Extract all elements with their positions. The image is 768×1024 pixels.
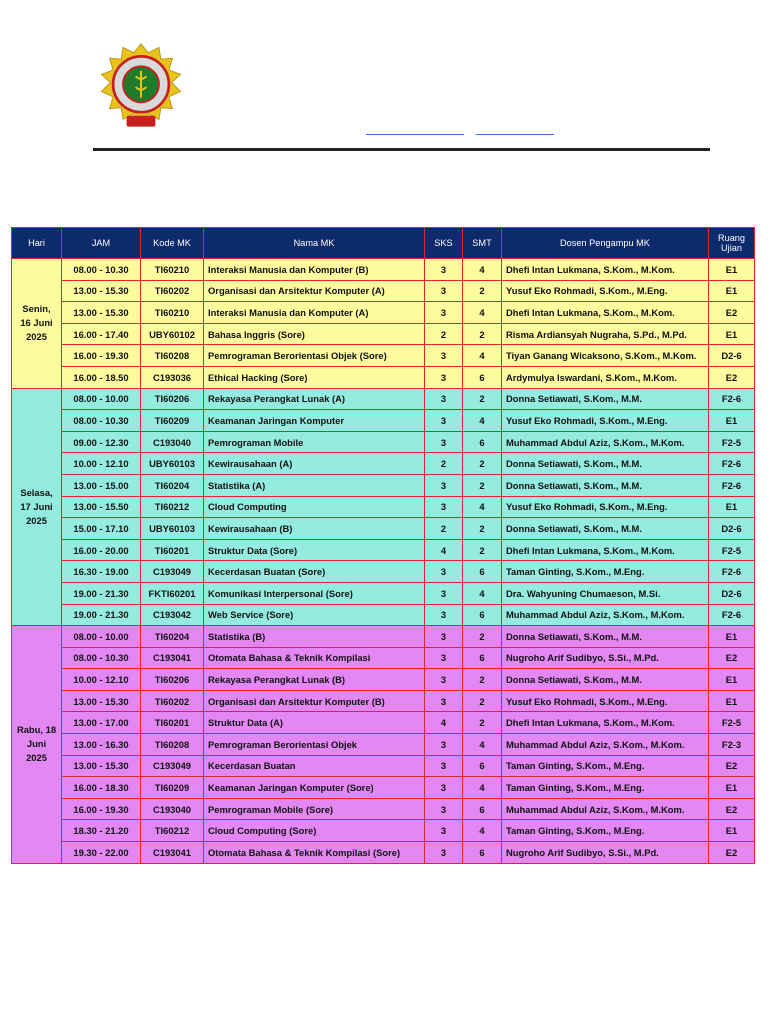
- cell-jam: 13.00 - 16.30: [62, 734, 141, 756]
- cell-sks: 3: [425, 669, 463, 691]
- table-row: [12, 259, 755, 281]
- cell-kode-mk: TI60204: [141, 474, 204, 496]
- cell-nama-mk: Komunikasi Interpersonal (Sore): [204, 582, 425, 604]
- cell-smt: 2: [463, 669, 502, 691]
- table-row: [12, 561, 755, 583]
- table-header-row: [12, 228, 755, 259]
- cell-kode-mk: C193041: [141, 647, 204, 669]
- table-row: [12, 280, 755, 302]
- university-logo: [96, 42, 186, 132]
- cell-kode-mk: TI60209: [141, 410, 204, 432]
- cell-smt: 4: [463, 582, 502, 604]
- cell-kode-mk: TI60210: [141, 302, 204, 324]
- cell-hari: Senin, 16 Juni 2025: [12, 259, 62, 389]
- cell-dosen: Dra. Wahyuning Chumaeson, M.Si.: [502, 582, 709, 604]
- cell-ruang: E2: [709, 366, 755, 388]
- table-row: [12, 474, 755, 496]
- cell-nama-mk: Kecerdasan Buatan: [204, 755, 425, 777]
- table-row: [12, 734, 755, 756]
- table-row: [12, 582, 755, 604]
- cell-kode-mk: C193042: [141, 604, 204, 626]
- cell-jam: 16.00 - 19.30: [62, 345, 141, 367]
- cell-sks: 3: [425, 561, 463, 583]
- table-row: [12, 496, 755, 518]
- cell-nama-mk: Statistika (B): [204, 626, 425, 648]
- cell-smt: 6: [463, 755, 502, 777]
- cell-nama-mk: Pemrograman Mobile: [204, 431, 425, 453]
- cell-nama-mk: Interaksi Manusia dan Komputer (A): [204, 302, 425, 324]
- cell-smt: 6: [463, 647, 502, 669]
- cell-nama-mk: Rekayasa Perangkat Lunak (B): [204, 669, 425, 691]
- cell-dosen: Yusuf Eko Rohmadi, S.Kom., M.Eng.: [502, 280, 709, 302]
- cell-dosen: Taman Ginting, S.Kom., M.Eng.: [502, 777, 709, 799]
- table-row: [12, 777, 755, 799]
- cell-dosen: Tiyan Ganang Wicaksono, S.Kom., M.Kom.: [502, 345, 709, 367]
- cell-sks: 3: [425, 582, 463, 604]
- cell-sks: 3: [425, 259, 463, 281]
- cell-smt: 2: [463, 712, 502, 734]
- cell-ruang: F2-5: [709, 712, 755, 734]
- cell-jam: 19.30 - 22.00: [62, 842, 141, 864]
- cell-dosen: Yusuf Eko Rohmadi, S.Kom., M.Eng.: [502, 690, 709, 712]
- cell-jam: 09.00 - 12.30: [62, 431, 141, 453]
- cell-nama-mk: Web Service (Sore): [204, 604, 425, 626]
- cell-kode-mk: TI60202: [141, 280, 204, 302]
- cell-smt: 2: [463, 388, 502, 410]
- cell-dosen: Nugroho Arif Sudibyo, S.Si., M.Pd.: [502, 842, 709, 864]
- cell-jam: 08.00 - 10.00: [62, 626, 141, 648]
- cell-ruang: F2-5: [709, 431, 755, 453]
- cell-jam: 16.30 - 19.00: [62, 561, 141, 583]
- cell-kode-mk: TI60210: [141, 259, 204, 281]
- cell-smt: 4: [463, 820, 502, 842]
- cell-sks: 3: [425, 431, 463, 453]
- cell-sks: 3: [425, 777, 463, 799]
- cell-sks: 3: [425, 626, 463, 648]
- cell-dosen: Dhefi Intan Lukmana, S.Kom., M.Kom.: [502, 539, 709, 561]
- cell-ruang: E2: [709, 302, 755, 324]
- table-row: [12, 820, 755, 842]
- cell-ruang: E1: [709, 777, 755, 799]
- cell-smt: 4: [463, 345, 502, 367]
- cell-kode-mk: TI60208: [141, 734, 204, 756]
- cell-kode-mk: TI60202: [141, 690, 204, 712]
- cell-ruang: E1: [709, 626, 755, 648]
- cell-sks: 3: [425, 388, 463, 410]
- cell-ruang: E2: [709, 798, 755, 820]
- cell-kode-mk: C193040: [141, 431, 204, 453]
- cell-sks: 3: [425, 820, 463, 842]
- cell-nama-mk: Kecerdasan Buatan (Sore): [204, 561, 425, 583]
- cell-dosen: Donna Setiawati, S.Kom., M.M.: [502, 388, 709, 410]
- cell-kode-mk: TI60201: [141, 539, 204, 561]
- cell-sks: 3: [425, 734, 463, 756]
- cell-smt: 4: [463, 496, 502, 518]
- cell-kode-mk: TI60212: [141, 496, 204, 518]
- cell-smt: 4: [463, 302, 502, 324]
- cell-kode-mk: FKTI60201: [141, 582, 204, 604]
- cell-smt: 4: [463, 734, 502, 756]
- header-smt: SMT: [463, 228, 502, 259]
- cell-kode-mk: TI60212: [141, 820, 204, 842]
- cell-nama-mk: Struktur Data (A): [204, 712, 425, 734]
- cell-sks: 4: [425, 712, 463, 734]
- cell-dosen: Donna Setiawati, S.Kom., M.M.: [502, 474, 709, 496]
- cell-smt: 2: [463, 280, 502, 302]
- cell-sks: 3: [425, 302, 463, 324]
- cell-dosen: Taman Ginting, S.Kom., M.Eng.: [502, 820, 709, 842]
- cell-kode-mk: TI60206: [141, 669, 204, 691]
- cell-dosen: Dhefi Intan Lukmana, S.Kom., M.Kom.: [502, 302, 709, 324]
- cell-ruang: E2: [709, 647, 755, 669]
- cell-dosen: Yusuf Eko Rohmadi, S.Kom., M.Eng.: [502, 410, 709, 432]
- cell-ruang: E1: [709, 280, 755, 302]
- cell-jam: 10.00 - 12.10: [62, 669, 141, 691]
- cell-dosen: Donna Setiawati, S.Kom., M.M.: [502, 669, 709, 691]
- cell-nama-mk: Cloud Computing: [204, 496, 425, 518]
- header-divider: [93, 148, 710, 151]
- cell-smt: 6: [463, 366, 502, 388]
- table-row: [12, 431, 755, 453]
- cell-smt: 6: [463, 604, 502, 626]
- table-row: [12, 626, 755, 648]
- cell-smt: 2: [463, 539, 502, 561]
- cell-ruang: E2: [709, 755, 755, 777]
- table-row: [12, 669, 755, 691]
- cell-nama-mk: Interaksi Manusia dan Komputer (B): [204, 259, 425, 281]
- cell-ruang: D2-6: [709, 518, 755, 540]
- cell-sks: 2: [425, 453, 463, 475]
- cell-jam: 13.00 - 15.30: [62, 690, 141, 712]
- cell-jam: 15.00 - 17.10: [62, 518, 141, 540]
- header-jam: JAM: [62, 228, 141, 259]
- cell-hari: Selasa, 17 Juni 2025: [12, 388, 62, 626]
- cell-sks: 3: [425, 647, 463, 669]
- cell-dosen: Nugroho Arif Sudibyo, S.Si., M.Pd.: [502, 647, 709, 669]
- cell-nama-mk: Bahasa Inggris (Sore): [204, 323, 425, 345]
- cell-ruang: F2-6: [709, 561, 755, 583]
- table-row: [12, 388, 755, 410]
- cell-dosen: Muhammad Abdul Aziz, S.Kom., M.Kom.: [502, 734, 709, 756]
- cell-ruang: F2-6: [709, 388, 755, 410]
- cell-sks: 3: [425, 366, 463, 388]
- cell-sks: 3: [425, 755, 463, 777]
- cell-kode-mk: UBY60103: [141, 518, 204, 540]
- cell-sks: 2: [425, 518, 463, 540]
- cell-jam: 16.00 - 17.40: [62, 323, 141, 345]
- table-row: [12, 842, 755, 864]
- cell-dosen: Taman Ginting, S.Kom., M.Eng.: [502, 561, 709, 583]
- cell-kode-mk: TI60209: [141, 777, 204, 799]
- cell-jam: 16.00 - 20.00: [62, 539, 141, 561]
- cell-sks: 3: [425, 474, 463, 496]
- cell-nama-mk: Kewirausahaan (B): [204, 518, 425, 540]
- cell-smt: 6: [463, 798, 502, 820]
- cell-jam: 08.00 - 10.30: [62, 647, 141, 669]
- cell-dosen: Muhammad Abdul Aziz, S.Kom., M.Kom.: [502, 431, 709, 453]
- cell-dosen: Donna Setiawati, S.Kom., M.M.: [502, 518, 709, 540]
- cell-smt: 2: [463, 690, 502, 712]
- cell-ruang: E1: [709, 690, 755, 712]
- cell-ruang: E1: [709, 496, 755, 518]
- cell-ruang: F2-6: [709, 604, 755, 626]
- cell-ruang: D2-6: [709, 345, 755, 367]
- cell-nama-mk: Keamanan Jaringan Komputer (Sore): [204, 777, 425, 799]
- cell-ruang: E1: [709, 669, 755, 691]
- cell-sks: 2: [425, 323, 463, 345]
- cell-smt: 2: [463, 626, 502, 648]
- cell-smt: 6: [463, 431, 502, 453]
- cell-sks: 3: [425, 842, 463, 864]
- cell-kode-mk: C193036: [141, 366, 204, 388]
- table-row: [12, 366, 755, 388]
- cell-nama-mk: Keamanan Jaringan Komputer: [204, 410, 425, 432]
- cell-dosen: Risma Ardiansyah Nugraha, S.Pd., M.Pd.: [502, 323, 709, 345]
- cell-dosen: Dhefi Intan Lukmana, S.Kom., M.Kom.: [502, 712, 709, 734]
- cell-kode-mk: TI60204: [141, 626, 204, 648]
- cell-jam: 16.00 - 19.30: [62, 798, 141, 820]
- cell-dosen: Donna Setiawati, S.Kom., M.M.: [502, 626, 709, 648]
- cell-jam: 08.00 - 10.30: [62, 259, 141, 281]
- cell-jam: 19.00 - 21.30: [62, 582, 141, 604]
- cell-smt: 2: [463, 323, 502, 345]
- cell-nama-mk: Otomata Bahasa & Teknik Kompilasi: [204, 647, 425, 669]
- cell-nama-mk: Rekayasa Perangkat Lunak (A): [204, 388, 425, 410]
- cell-sks: 3: [425, 410, 463, 432]
- cell-jam: 16.00 - 18.50: [62, 366, 141, 388]
- header-nama-mk: Nama MK: [204, 228, 425, 259]
- cell-nama-mk: Organisasi dan Arsitektur Komputer (B): [204, 690, 425, 712]
- cell-kode-mk: C193049: [141, 561, 204, 583]
- cell-nama-mk: Otomata Bahasa & Teknik Kompilasi (Sore): [204, 842, 425, 864]
- cell-jam: 08.00 - 10.00: [62, 388, 141, 410]
- table-row: [12, 323, 755, 345]
- cell-dosen: Ardymulya Iswardani, S.Kom., M.Kom.: [502, 366, 709, 388]
- table-row: [12, 345, 755, 367]
- cell-ruang: F2-6: [709, 474, 755, 496]
- cell-jam: 10.00 - 12.10: [62, 453, 141, 475]
- cell-sks: 3: [425, 345, 463, 367]
- cell-ruang: D2-6: [709, 582, 755, 604]
- cell-ruang: F2-5: [709, 539, 755, 561]
- cell-nama-mk: Cloud Computing (Sore): [204, 820, 425, 842]
- cell-kode-mk: TI60206: [141, 388, 204, 410]
- cell-nama-mk: Pemrograman Berorientasi Objek (Sore): [204, 345, 425, 367]
- cell-kode-mk: C193041: [141, 842, 204, 864]
- header-kode-mk: Kode MK: [141, 228, 204, 259]
- table-row: [12, 647, 755, 669]
- header-dosen: Dosen Pengampu MK: [502, 228, 709, 259]
- cell-jam: 18.30 - 21.20: [62, 820, 141, 842]
- cell-smt: 4: [463, 259, 502, 281]
- cell-jam: 13.00 - 15.30: [62, 755, 141, 777]
- cell-ruang: E1: [709, 820, 755, 842]
- table-row: [12, 518, 755, 540]
- cell-jam: 13.00 - 17.00: [62, 712, 141, 734]
- cell-smt: 2: [463, 518, 502, 540]
- link-underline: [366, 134, 464, 135]
- cell-jam: 19.00 - 21.30: [62, 604, 141, 626]
- exam-schedule-table: [11, 227, 755, 864]
- cell-jam: 13.00 - 15.30: [62, 280, 141, 302]
- cell-kode-mk: UBY60102: [141, 323, 204, 345]
- cell-ruang: E1: [709, 259, 755, 281]
- cell-dosen: Muhammad Abdul Aziz, S.Kom., M.Kom.: [502, 798, 709, 820]
- cell-dosen: Yusuf Eko Rohmadi, S.Kom., M.Eng.: [502, 496, 709, 518]
- cell-ruang: F2-6: [709, 453, 755, 475]
- table-row: [12, 539, 755, 561]
- cell-nama-mk: Pemrograman Mobile (Sore): [204, 798, 425, 820]
- cell-nama-mk: Ethical Hacking (Sore): [204, 366, 425, 388]
- cell-nama-mk: Kewirausahaan (A): [204, 453, 425, 475]
- cell-ruang: E1: [709, 323, 755, 345]
- cell-nama-mk: Statistika (A): [204, 474, 425, 496]
- cell-kode-mk: UBY60103: [141, 453, 204, 475]
- cell-ruang: F2-3: [709, 734, 755, 756]
- cell-jam: 08.00 - 10.30: [62, 410, 141, 432]
- table-row: [12, 755, 755, 777]
- cell-dosen: Taman Ginting, S.Kom., M.Eng.: [502, 755, 709, 777]
- cell-jam: 13.00 - 15.30: [62, 302, 141, 324]
- cell-dosen: Dhefi Intan Lukmana, S.Kom., M.Kom.: [502, 259, 709, 281]
- cell-smt: 2: [463, 453, 502, 475]
- cell-sks: 3: [425, 496, 463, 518]
- cell-smt: 2: [463, 474, 502, 496]
- cell-ruang: E1: [709, 410, 755, 432]
- cell-sks: 3: [425, 798, 463, 820]
- cell-jam: 13.00 - 15.00: [62, 474, 141, 496]
- cell-dosen: Donna Setiawati, S.Kom., M.M.: [502, 453, 709, 475]
- table-row: [12, 410, 755, 432]
- table-row: [12, 712, 755, 734]
- cell-sks: 3: [425, 604, 463, 626]
- table-row: [12, 302, 755, 324]
- table-row: [12, 798, 755, 820]
- cell-dosen: Muhammad Abdul Aziz, S.Kom., M.Kom.: [502, 604, 709, 626]
- cell-nama-mk: Pemrograman Berorientasi Objek: [204, 734, 425, 756]
- cell-kode-mk: TI60208: [141, 345, 204, 367]
- cell-jam: 13.00 - 15.50: [62, 496, 141, 518]
- header-hari: Hari: [12, 228, 62, 259]
- header-ruang: Ruang Ujian: [709, 228, 755, 259]
- cell-sks: 3: [425, 280, 463, 302]
- header-sks: SKS: [425, 228, 463, 259]
- cell-nama-mk: Struktur Data (Sore): [204, 539, 425, 561]
- cell-hari: Rabu, 18 Juni 2025: [12, 626, 62, 864]
- cell-sks: 4: [425, 539, 463, 561]
- cell-kode-mk: C193049: [141, 755, 204, 777]
- cell-smt: 4: [463, 410, 502, 432]
- cell-smt: 6: [463, 842, 502, 864]
- link-underline: [476, 134, 554, 135]
- cell-smt: 6: [463, 561, 502, 583]
- cell-kode-mk: TI60201: [141, 712, 204, 734]
- table-row: [12, 690, 755, 712]
- cell-jam: 16.00 - 18.30: [62, 777, 141, 799]
- cell-sks: 3: [425, 690, 463, 712]
- table-row: [12, 604, 755, 626]
- cell-kode-mk: C193040: [141, 798, 204, 820]
- cell-smt: 4: [463, 777, 502, 799]
- table-row: [12, 453, 755, 475]
- cell-ruang: E2: [709, 842, 755, 864]
- cell-nama-mk: Organisasi dan Arsitektur Komputer (A): [204, 280, 425, 302]
